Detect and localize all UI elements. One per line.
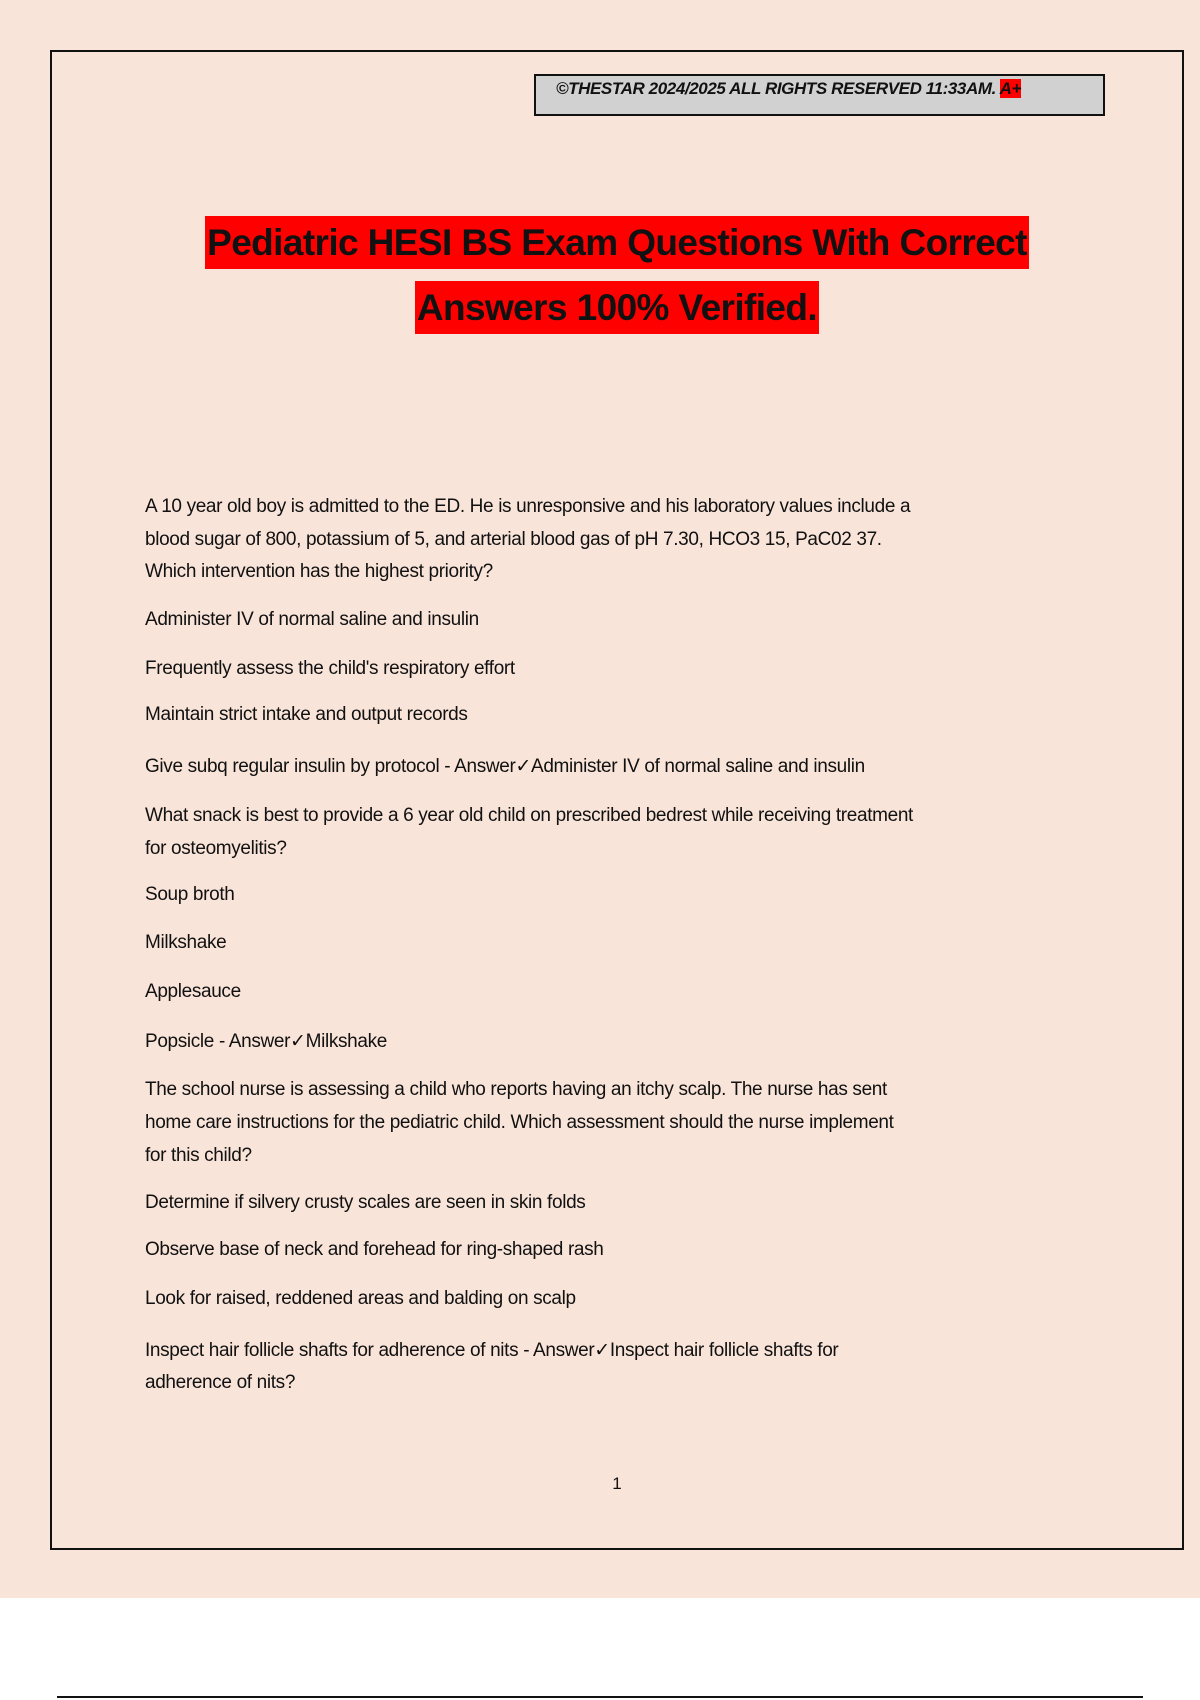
answer-option: Applesauce	[145, 981, 241, 1002]
answer-option: Look for raised, reddened areas and balding on scalp	[145, 1288, 576, 1309]
copyright-text: ©THESTAR 2024/2025 ALL RIGHTS RESERVED 11:33AM.	[556, 79, 996, 98]
answer-option: Milkshake	[145, 932, 227, 953]
page-number: 1	[612, 1474, 622, 1493]
question-text: for this child?	[145, 1145, 252, 1166]
question-text: Which intervention has the highest priority?	[145, 561, 493, 582]
grade-badge: A+	[999, 79, 1022, 98]
copyright-header	[534, 74, 1105, 116]
question-text: home care instructions for the pediatric child. Which assessment should the nurse implement	[145, 1112, 894, 1133]
page-border	[50, 50, 1184, 1550]
title-text: Answers 100% Verified.	[415, 281, 819, 334]
question-text: blood sugar of 800, potassium of 5, and arterial blood gas of pH 7.30, HCO3 15, PaC02 37.	[145, 529, 882, 550]
answer-option: Determine if silvery crusty scales are seen in skin folds	[145, 1192, 586, 1213]
answer-line: adherence of nits?	[145, 1372, 296, 1393]
title-text: Pediatric HESI BS Exam Questions With Correct	[205, 216, 1029, 269]
next-page-top-rule	[57, 1696, 1143, 1698]
question-text: for osteomyelitis?	[145, 838, 287, 859]
answer-option: Administer IV of normal saline and insulin	[145, 609, 479, 630]
answer-option: Maintain strict intake and output records	[145, 704, 468, 725]
answer-line: Give subq regular insulin by protocol - Answer✓Administer IV of normal saline and insulin	[145, 756, 865, 777]
question-text: The school nurse is assessing a child who reports having an itchy scalp. The nurse has sent	[145, 1079, 887, 1100]
answer-line: Inspect hair follicle shafts for adherence of nits - Answer✓Inspect hair follicle shafts for	[145, 1340, 839, 1361]
answer-option: Frequently assess the child's respiratory effort	[145, 658, 515, 679]
answer-option: Soup broth	[145, 884, 235, 905]
document-title-line-1	[0, 222, 1200, 264]
question-text: A 10 year old boy is admitted to the ED. He is unresponsive and his laboratory values include a	[145, 496, 911, 517]
answer-line: Popsicle - Answer✓Milkshake	[145, 1031, 387, 1052]
answer-option: Observe base of neck and forehead for ring-shaped rash	[145, 1239, 604, 1260]
question-text: What snack is best to provide a 6 year old child on prescribed bedrest while receiving treatment	[145, 805, 913, 826]
document-title-line-2	[0, 287, 1200, 329]
